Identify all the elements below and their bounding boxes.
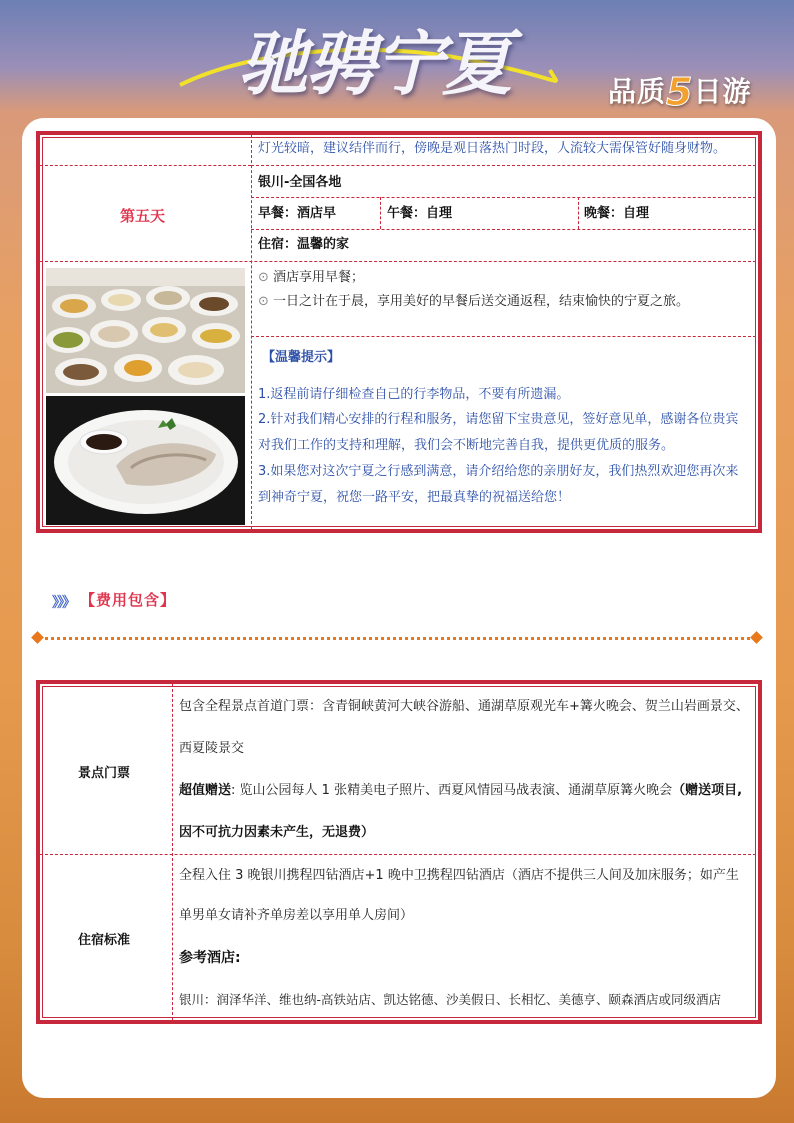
ref-hotels-title: 参考酒店:: [179, 950, 241, 966]
divider: [251, 336, 756, 337]
subtitle-prefix: 品质: [608, 75, 667, 108]
divider: [40, 854, 756, 855]
tickets-line: 西夏陵景交: [179, 741, 245, 756]
tickets-line: 包含全程景点首道门票：含青铜峡黄河大峡谷游船、通湖草原观光车+篝火晚会、贺兰山岩画景交、: [179, 699, 749, 714]
section-title: 【费用包含】: [80, 591, 177, 609]
route: 银川-全国各地: [258, 175, 342, 190]
divider: [251, 165, 756, 166]
subtitle-suffix: 日游: [693, 75, 752, 108]
lunch: 午餐：自理: [387, 206, 453, 221]
list-item-text: 一日之计在于晨，享用美好的早餐后送交通返程，结束愉快的宁夏之旅。: [273, 294, 690, 309]
lodging-line: 单男单女请补齐单房差以享用单人房间）: [179, 908, 414, 923]
page-subtitle: [608, 70, 751, 114]
tickets-label: 景点门票: [78, 766, 131, 781]
bullet-icon: ⊙: [258, 294, 269, 309]
gift-label: 超值赠送: [179, 783, 232, 798]
divider: [251, 197, 756, 198]
gift-note: （赠送项目,: [672, 783, 743, 798]
bullet-icon: ⊙: [258, 270, 269, 285]
list-item: [258, 268, 364, 288]
divider: [172, 684, 173, 1020]
subtitle-number: 5: [666, 70, 694, 114]
breakfast: 早餐：酒店早: [258, 206, 337, 221]
divider: [40, 165, 251, 166]
previous-day-note: 灯光较暗，建议结伴而行，傍晚是观日落热门时段，人流较大需保管好随身财物。: [258, 141, 727, 156]
divider: [251, 135, 252, 529]
gift-note-cont: 因不可抗力因素未产生，无退费）: [179, 825, 375, 840]
sliced-meat-photo: [46, 396, 245, 525]
dinner: 晚餐：自理: [584, 206, 650, 221]
lodging-line: 全程入住 3 晚银川携程四钻酒店+1 晚中卫携程四钻酒店（酒店不提供三人间及加床服务；如产生: [179, 868, 739, 883]
lodging: 住宿：温馨的家: [258, 237, 350, 252]
tip-line: 到神奇宁夏，祝您一路平安，把最真挚的祝福送给您！: [258, 490, 571, 505]
tip-line: 2.针对我们精心安排的行程和服务，请您留下宝贵意见，签好意见单，感谢各位贵宾: [258, 412, 739, 427]
divider: [251, 229, 756, 230]
gift-line: [179, 781, 742, 801]
tip-line: 1.返程前请仔细检查自己的行李物品，不要有所遗漏。: [258, 387, 570, 402]
lodging-label: 住宿标准: [78, 933, 131, 948]
day-label: 第五天: [120, 207, 166, 225]
ref-hotels: 银川：润泽华洋、维也纳-高铁站店、凯达铭德、沙美假日、长相忆、美德亨、颐森酒店或同级酒店: [179, 992, 722, 1007]
tip-line: 3.如果您对这次宁夏之行感到满意，请介绍给您的亲朋好友，我们热烈欢迎您再次来: [258, 464, 739, 479]
fees-table: [36, 680, 762, 1024]
tip-line: 对我们工作的支持和理解，我们会不断地完善自我，提供更优质的服务。: [258, 438, 675, 453]
tips-title: 【温馨提示】: [262, 350, 341, 365]
dotted-divider: [38, 637, 756, 640]
section-arrows-icon: 》》》: [52, 595, 74, 611]
list-item-text: 酒店享用早餐；: [273, 270, 365, 285]
divider: [40, 261, 756, 262]
gift-text: : 览山公园每人 1 张精美电子照片、西夏风情园马战表演、通湖草原篝火晚会: [231, 783, 673, 798]
breakfast-buffet-photo: [46, 268, 245, 393]
page-title: 驰骋宁夏: [238, 22, 510, 105]
divider: [578, 197, 579, 229]
page-header: [0, 0, 794, 118]
divider: [380, 197, 381, 229]
list-item: [258, 292, 689, 312]
